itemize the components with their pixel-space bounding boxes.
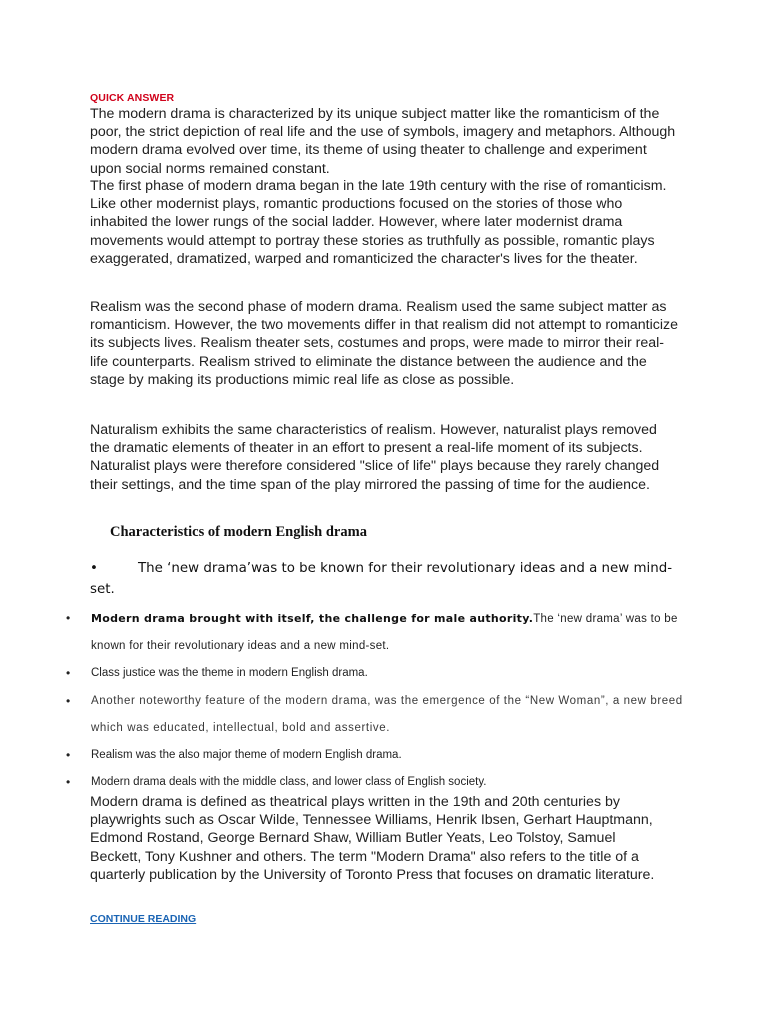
list-item-text: Modern drama deals with the middle class, and lower class of English society.: [91, 776, 487, 788]
list-item: [66, 688, 686, 742]
list-item-text: Another noteworthy feature of the modern drama, was the emergence of the “New Woman”, a new breed which was educated, intellectual, bold and assertive.: [91, 695, 683, 734]
new-drama-bullet: [90, 558, 690, 600]
quick-answer-label: QUICK ANSWER: [90, 92, 175, 104]
list-item: [66, 769, 686, 796]
bullet-dot: •: [66, 775, 71, 789]
list-item-text: Realism was the also major theme of modern English drama.: [91, 749, 402, 761]
realism-paragraph: Realism was the second phase of modern drama. Realism used the same subject matter as romanticism. However, the two movements differ in that realism did not attempt to romanticize its subjects lives. Realism theater sets, costumes and props, were made to mirror their real-life counterparts. Realism strived to eliminate the distance between the audience and the stage by making its productions mimic real life as close as possible.: [90, 299, 678, 388]
section-heading: Characteristics of modern English drama: [110, 524, 367, 540]
list-item-text: Class justice was the theme in modern English drama.: [91, 667, 368, 679]
list-item: [66, 742, 686, 769]
list-item: [66, 605, 686, 660]
list-item-text: The ‘new drama’ was to be known for their revolutionary ideas and a new mind-set.: [91, 613, 678, 652]
bullet-dot: •: [66, 694, 71, 708]
bullet-dot: •: [66, 748, 71, 762]
definition-paragraph: Modern drama is defined as theatrical plays written in the 19th and 20th centuries by playwrights such as Oscar Wilde, Tennessee Williams, Henrik Ibsen, Gerhart Hauptmann, Edmond Rostand, George Bernard Shaw, William Butler Yeats, Leo Tolstoy, Samuel Beckett, Tony Kushner and others. The term "Modern Drama" also refers to the title of a quarterly publication by the University of Toronto Press that focuses on dramatic literature.: [90, 794, 655, 883]
bullet-dot: •: [66, 611, 71, 625]
intro-paragraph: The modern drama is characterized by its unique subject matter like the romanticism of the poor, the strict depiction of real life and the use of symbols, imagery and metaphors. Although modern drama evolved over time, its theme of using theater to challenge and experiment upon social norms remained constant.: [90, 106, 676, 177]
new-drama-bullet-text: The ‘new drama’was to be known for their revolutionary ideas and a new mind-set.: [90, 561, 673, 597]
romanticism-paragraph: The first phase of modern drama began in the late 19th century with the rise of romanticism. Like other modernist plays, romantic productions focused on the stories of those who inhabited the lower rungs of the social ladder. However, where later modernist drama movements would attempt to portray these stories as truthfully as possible, romantic plays exaggerated, dramatized, warped and romanticized the character's lives for the theater.: [90, 178, 667, 267]
list-item: [66, 660, 686, 687]
naturalism-paragraph: Naturalism exhibits the same characteristics of realism. However, naturalist plays removed the dramatic elements of theater in an effort to present a real-life moment of its subjects. Naturalist plays were therefore considered "slice of life" plays because they rarely changed their settings, and the time span of the play mirrored the passing of time for the audience.: [90, 422, 660, 493]
bullet-dot: •: [66, 666, 71, 680]
continue-reading-link[interactable]: CONTINUE READING: [90, 913, 197, 925]
list-item-bold-lead: Modern drama brought with itself, the challenge for male authority.: [91, 612, 534, 625]
bullet-dot: •: [90, 561, 98, 576]
